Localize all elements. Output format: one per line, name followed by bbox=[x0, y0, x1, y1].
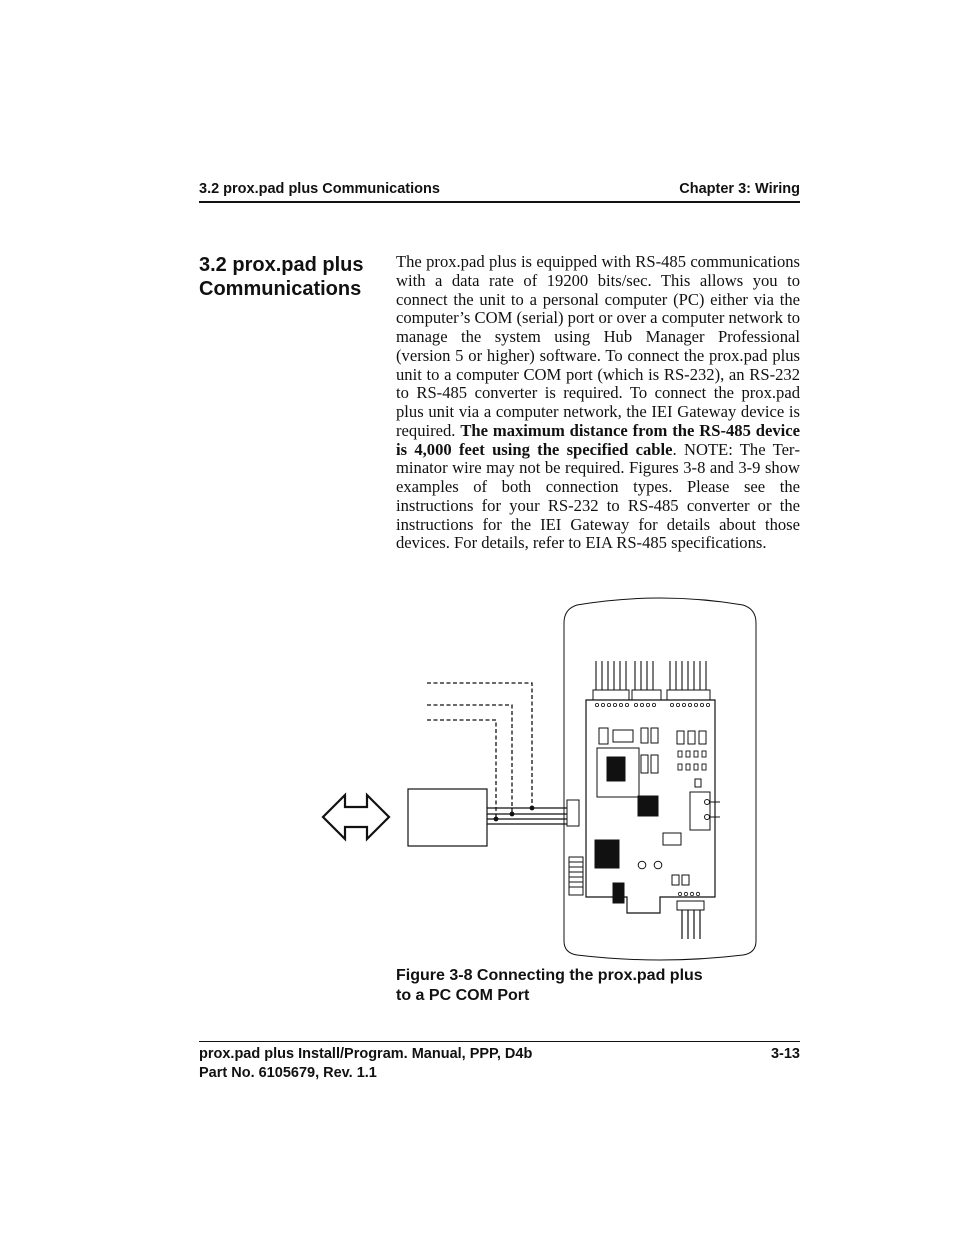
bottom-terminal bbox=[677, 901, 704, 910]
footer-rule bbox=[199, 1041, 800, 1042]
body-paragraph bbox=[396, 253, 800, 553]
page-number: 3-13 bbox=[770, 1046, 800, 1062]
top-terminal-wires bbox=[596, 661, 706, 690]
board-components bbox=[595, 728, 706, 903]
section-heading-line1: 3.2 prox.pad plus bbox=[199, 254, 364, 276]
converter-box bbox=[408, 789, 487, 846]
footer-part-number: Part No. 6105679, Rev. 1.1 bbox=[199, 1065, 377, 1081]
header-rule bbox=[199, 201, 800, 203]
dashed-wires bbox=[427, 683, 532, 819]
figure-caption bbox=[396, 966, 756, 1006]
running-header-section: 3.2 prox.pad plus Communications bbox=[199, 181, 440, 197]
section-heading bbox=[199, 253, 384, 301]
bus-connector bbox=[567, 800, 579, 826]
wiring-diagram bbox=[315, 597, 765, 965]
figure-caption-line2: to a PC COM Port bbox=[396, 987, 530, 1004]
bidirectional-arrow-icon bbox=[323, 795, 389, 839]
running-header-chapter: Chapter 3: Wiring bbox=[679, 181, 800, 197]
footer-manual-title: prox.pad plus Install/Program. Manual, PPP, D4b bbox=[199, 1046, 533, 1062]
body-text-part1: The prox.pad plus is equipped with RS-485 communications with a data rate of 19200 bits/sec. This allows you to connect the unit to a personal computer (PC) either via the computer’s COM (serial) port or over a computer network to manage the system using Hub Manager Professional (version 5 or higher) software. To connect the prox.pad plus unit to a computer COM port (which is RS-232), an RS-232 to RS-485 converter is required. To connect the prox.pad plus unit via a computer network, the IEI Gateway device is required. bbox=[396, 252, 800, 440]
section-heading-line2: Communications bbox=[199, 278, 362, 300]
body-text-part2: . NOTE: The Terminator wire may not be required. Figures 3-8 and 3-9 show examples of both connection types. Please see the instructions for your RS-232 to RS-485 converter or the instructions for the IEI Gateway for details about those devices. For details, refer to EIA RS-485 specifications. bbox=[396, 439, 800, 553]
ribbon-connector bbox=[569, 857, 583, 895]
body-text-bold: The maximum distance from the RS-485 device is 4,000 feet using the specified cable bbox=[396, 420, 800, 459]
bus-wires bbox=[487, 808, 567, 824]
bottom-pin-dots bbox=[678, 892, 699, 895]
footer-manual-info bbox=[199, 1045, 532, 1083]
small-pads bbox=[678, 751, 706, 770]
bottom-terminal-wires bbox=[682, 910, 700, 939]
top-terminal-blocks bbox=[593, 690, 710, 700]
figure-caption-line1: Figure 3-8 Connecting the prox.pad plus bbox=[396, 967, 703, 984]
pin-dots bbox=[595, 703, 709, 706]
